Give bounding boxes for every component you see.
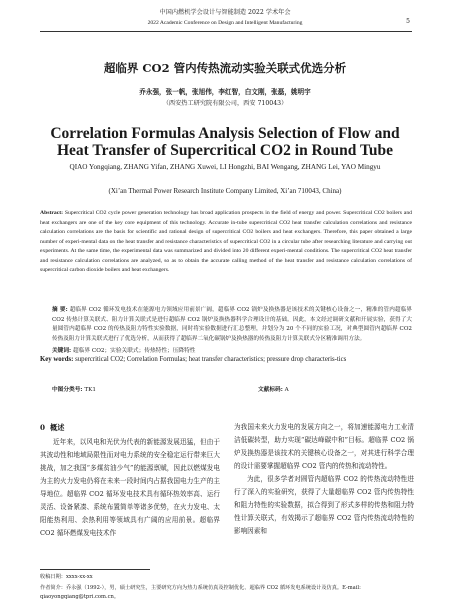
body-column-left bbox=[40, 421, 220, 540]
en-authors: QIAO Yongqiang, ZHANG Yifan, ZHANG Xuwei, LI Hongzhi, BAI Wengang, ZHANG Lei, YAO Mingyu bbox=[69, 163, 381, 171]
section-heading bbox=[40, 421, 220, 434]
keywords-en bbox=[40, 355, 412, 365]
running-header bbox=[0, 8, 450, 28]
body-column-right bbox=[234, 421, 414, 538]
cn-authors: 乔永强，张一帆，张旭伟，李红智，白文刚，张磊，姚明宇 bbox=[139, 88, 311, 96]
classification-label: 中图分类号: bbox=[52, 387, 83, 393]
keywords-cn-text: 超临界 CO2；实验关联式；传热特性；压降特性 bbox=[72, 348, 196, 354]
doc-code-label: 文献标码: bbox=[258, 387, 283, 393]
classification-number bbox=[52, 384, 96, 393]
abstract-en bbox=[40, 209, 412, 276]
document-code bbox=[258, 384, 289, 393]
keywords-en-label: Key words: bbox=[40, 356, 74, 363]
en-affiliation: (Xi’an Thermal Power Research Institute Company Limited, Xi’an 710043, China) bbox=[108, 187, 342, 195]
cn-title: 超临界 CO2 管内传热流动实验关联式优选分析 bbox=[103, 61, 347, 75]
doc-code-value: A bbox=[284, 387, 289, 393]
header-cn: 中国内燃机学会设计与智能制造 2022 学术年会 bbox=[159, 9, 291, 16]
classification-value: TK1 bbox=[84, 387, 97, 393]
abstract-en-label: Abstract: bbox=[40, 210, 64, 216]
header-divider bbox=[40, 31, 412, 32]
en-title: Correlation Formulas Analysis Selection of Flow and Heat Transfer of Supercritical CO2 in Round Tube bbox=[50, 125, 400, 159]
body-paragraph: 为我国未来火力发电的发展方向之一，将加速能源电力工业清洁低碳转型，助力实现“碳达峰碳中和”目标。超临界 CO2 锅炉及换热器是该技术的关键核心设备之一，对其进行科学合理的设计需要掌握超临界 CO2 管内的传热和流动特性。 bbox=[234, 423, 414, 470]
abstract-cn-label: 摘 要: bbox=[52, 307, 68, 313]
abstract-cn-text: 超临界 CO2 循环发电技术在能源电力领域应用前景广阔，超临界 CO2 锅炉及换热器是该技术的关键核心设备之一，精准的管内超临界 CO2 传热计算关联式、阻力计算关联式是进行超临界 CO2 锅炉及换热器科学合理设计的基础。因此，本文经过调研文献和开展实验，获得了大量圆管内超临界 CO2 的传热及阻力特性实验数据，同时将实验数据进行汇总整理，并划分为 20 个不同的实验工况，对典型圆管内超临界 CO2 传热及阻力计算关联式进行了优选分析，从而获得了超临界二氧化碳锅炉及换热器的传热及阻力计算关联式分区精准调用方法。 bbox=[52, 307, 413, 342]
footnote-divider bbox=[40, 569, 150, 570]
keywords-cn bbox=[52, 345, 412, 354]
section-number: 0 bbox=[40, 423, 46, 432]
cn-affiliation: （西安热工研究院有限公司，西安 710043） bbox=[162, 100, 288, 107]
footnote-received: 收稿日期：xxxx-xx-xx bbox=[40, 574, 93, 580]
abstract-cn bbox=[52, 306, 412, 344]
section-title: 概述 bbox=[50, 423, 65, 432]
keywords-cn-label: 关键词: bbox=[52, 348, 72, 354]
header-en: 2022 Academic Conference on Design and Intelligent Manufacturing bbox=[147, 20, 303, 26]
footnote-author: 作者简介：乔永强（1992-），男，硕士研究生，主要研究方向为热力系统仿真及控制优化、超临界 CO2 循环发电系统设计及仿真。E-mail: qiaoyongqiang@tpri.com.cn。 bbox=[40, 585, 361, 600]
body-paragraph: 近年来，以风电和光伏为代表的新能源发展迅猛，但由于其波动性和地域局限性而对电力系统的安全稳定运行带来巨大挑战，加之我国“多煤贫油少气”的能源禀赋，因此以燃煤发电为主的火力发电仍将在未来一段时间内占据我国电力生产的主导地位。超临界 CO2 循环发电技术具有循环热效率高、运行灵活、设备紧凑、系统布置简单等诸多优势，在火力发电、太阳能热利用、余热利用等领域具有广阔的应用前景。超临界 CO2 循环燃煤发电技术作 bbox=[40, 438, 220, 537]
abstract-en-text: Supercritical CO2 cycle power generation technology has broad application prospects in the field of energy and power. Supercritical CO2 boilers and heat exchangers are one of the key core equipment of this technology. Accurate in-tube supercritical CO2 heat transfer calculation correlations and resistance calculation correlations are the basis for scientific and rational design of supercritical CO2 boilers and heat exchangers. Therefore, this paper obtained a large number of experi-mental data on the heat transfer and resistance characteristics of supercritical CO2 in a circular tube after researching literature and carrying out experiments. At the same time, the experimental data was summarized and divided into 20 different experi-mental conditions. The supercritical CO2 heat transfer and resistance calculation correlations are analyzed, so as to obtain the accurate calling method of the heat transfer and resistance calculation correlations of supercritical carbon dioxide boilers and heat exchangers. bbox=[40, 210, 413, 273]
keywords-en-text: supercritical CO2; Correlation Formulas; heat transfer characteristics; pressure drop characteris-tics bbox=[75, 356, 347, 363]
page-number: 5 bbox=[406, 18, 410, 25]
body-paragraph: 为此，很多学者对圆管内超临界 CO2 的传热流动特性进行了深入的实验研究，获得了大量超临界 CO2 管内传热特性和阻力特性的实验数据，拟合得到了形式多样的传热和阻力特性计算关联式，有效揭示了超临界 CO2 管内传热流动特性的影响因素和 bbox=[234, 475, 414, 535]
